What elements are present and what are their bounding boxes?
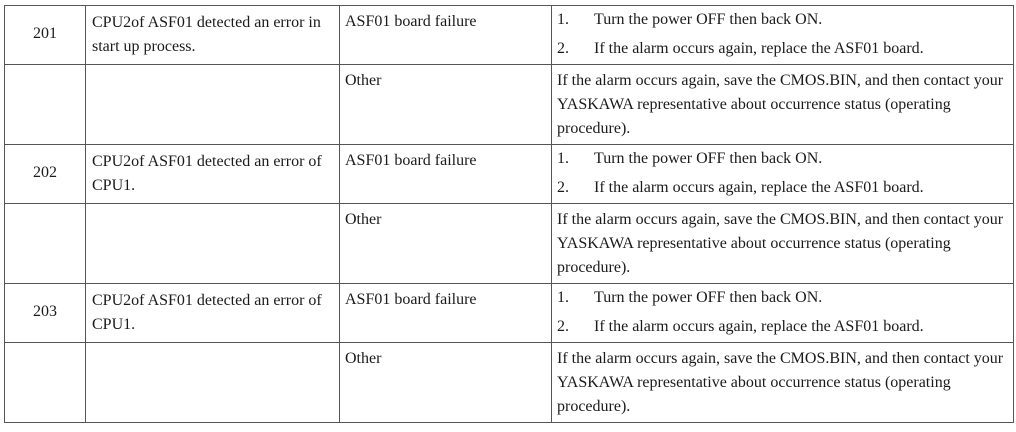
remedy-step	[557, 30, 1013, 59]
step-number: 1.	[557, 289, 569, 306]
step-text: If the alarm occurs again, replace the ASF01 board.	[594, 179, 924, 196]
alarm-cause: ASF01 board failure	[340, 284, 552, 343]
alarm-code: 203	[33, 303, 57, 320]
empty-cell	[5, 65, 86, 145]
alarm-cause: Other	[340, 343, 552, 423]
step-text: Turn the power OFF then back ON.	[594, 11, 823, 28]
alarm-cause: ASF01 board failure	[340, 6, 552, 65]
empty-cell	[86, 343, 340, 423]
alarm-row-203-board-failure	[5, 284, 1014, 343]
alarm-description: CPU2of ASF01 detected an error of CPU1.	[86, 145, 340, 204]
step-text: Turn the power OFF then back ON.	[594, 289, 823, 306]
alarm-description: CPU2of ASF01 detected an error in start up process.	[86, 6, 340, 65]
remedy-text: If the alarm occurs again, save the CMOS.BIN, and then contact your YASKAWA representative about occurrence status (operating procedure).	[557, 72, 1004, 137]
alarm-row-201-board-failure	[5, 6, 1014, 65]
step-number: 2.	[557, 40, 569, 57]
alarm-code: 201	[33, 25, 57, 42]
remedy-step	[557, 284, 1013, 308]
alarm-remedy	[552, 6, 1014, 65]
empty-cell	[5, 343, 86, 423]
remedy-step	[557, 308, 1013, 337]
step-text: If the alarm occurs again, replace the ASF01 board.	[594, 318, 924, 335]
alarm-remedy	[552, 204, 1014, 284]
alarm-cause: Other	[340, 204, 552, 284]
alarm-remedy	[552, 284, 1014, 343]
remedy-step	[557, 145, 1013, 169]
alarm-cause: Other	[340, 65, 552, 145]
empty-cell	[86, 204, 340, 284]
remedy-step	[557, 169, 1013, 198]
step-number: 1.	[557, 150, 569, 167]
remedy-step	[557, 6, 1013, 30]
empty-cell	[86, 65, 340, 145]
step-text: If the alarm occurs again, replace the ASF01 board.	[594, 40, 924, 57]
alarm-code-cell	[5, 145, 86, 204]
alarm-code: 202	[33, 164, 57, 181]
step-number: 2.	[557, 318, 569, 335]
alarm-row-203-other	[5, 343, 1014, 423]
alarm-table	[4, 5, 1014, 423]
alarm-row-202-other	[5, 204, 1014, 284]
alarm-code-cell	[5, 284, 86, 343]
alarm-remedy	[552, 343, 1014, 423]
alarm-remedy	[552, 65, 1014, 145]
remedy-text: If the alarm occurs again, save the CMOS.BIN, and then contact your YASKAWA representative about occurrence status (operating procedure).	[557, 350, 1004, 415]
empty-cell	[5, 204, 86, 284]
step-number: 1.	[557, 11, 569, 28]
alarm-remedy	[552, 145, 1014, 204]
alarm-cause: ASF01 board failure	[340, 145, 552, 204]
step-text: Turn the power OFF then back ON.	[594, 150, 823, 167]
remedy-text: If the alarm occurs again, save the CMOS.BIN, and then contact your YASKAWA representative about occurrence status (operating procedure).	[557, 211, 1004, 276]
alarm-row-202-board-failure	[5, 145, 1014, 204]
alarm-row-201-other	[5, 65, 1014, 145]
alarm-description: CPU2of ASF01 detected an error of CPU1.	[86, 284, 340, 343]
step-number: 2.	[557, 179, 569, 196]
alarm-code-cell	[5, 6, 86, 65]
